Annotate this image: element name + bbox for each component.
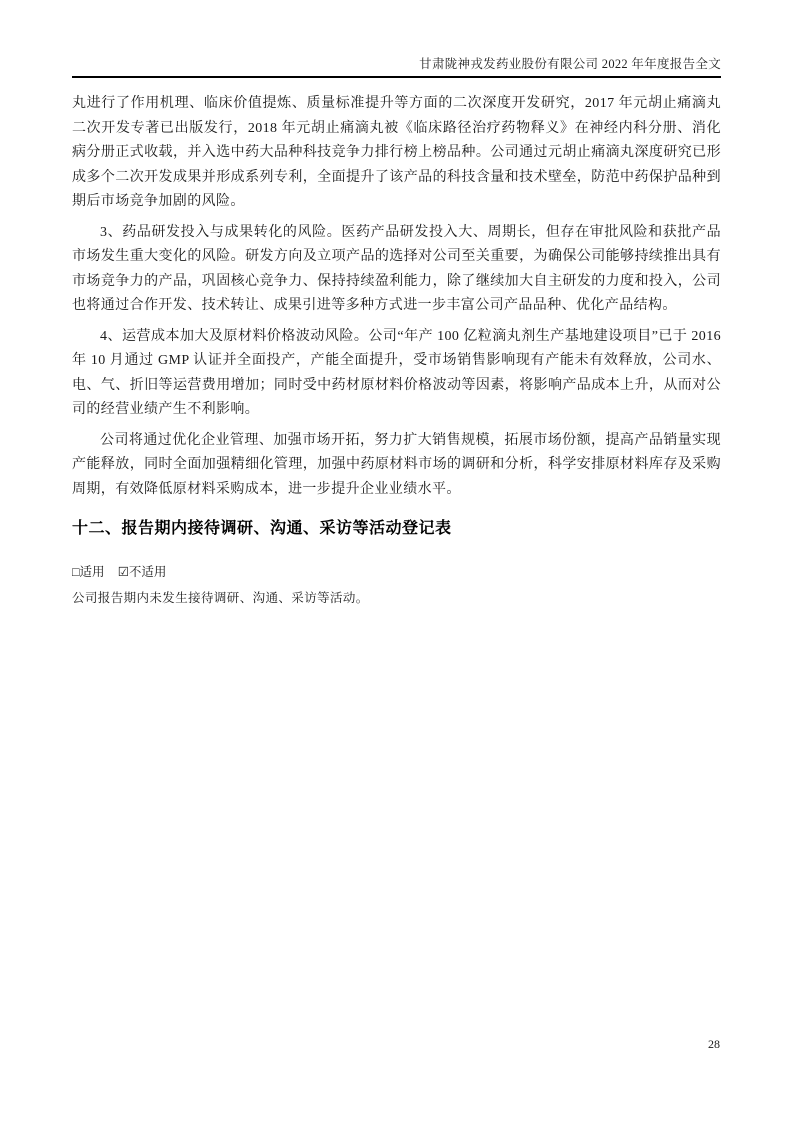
paragraph-risk-3: 3、药品研发投入与成果转化的风险。医药产品研发投入大、周期长，但存在审批风险和获批产品市场发生重大变化的风险。研发方向及立项产品的选择对公司至关重要，为确保公司能够持续推出具有市场竞争力的产品，巩固核心竞争力、保持持续盈利能力，除了继续加大自主研发的力度和投入，公司也将通过合作开发、技术转让、成果引进等多种方式进一步丰富公司产品品种、优化产品结构。 xyxy=(72,224,721,313)
section-heading-12: 十二、报告期内接待调研、沟通、采访等活动登记表 xyxy=(72,520,452,537)
paragraph-continuation: 丸进行了作用机理、临床价值提炼、质量标准提升等方面的二次深度开发研究，2017 年元胡止痛滴丸二次开发专著已出版发行，2018 年元胡止痛滴丸被《临床路径治疗药物释义》在神经内科分册、消化病分册正式收载，并入选中药大品种科技竞争力排行榜上榜品种。公司通过元胡止痛滴丸深度研究已形成多个二次开发成果并形成系列专利，全面提升了该产品的科技含量和技术壁垒，防范中药保护品种到期后市场竞争加剧的风险。 xyxy=(72,96,721,209)
applicability-line xyxy=(72,564,721,580)
section-note: 公司报告期内未发生接待调研、沟通、采访等活动。 xyxy=(72,591,369,605)
page-body xyxy=(72,92,721,606)
checkbox-not-applicable-checked: ☑不适用 xyxy=(117,565,167,579)
paragraph-risk-4: 4、运营成本加大及原材料价格波动风险。公司“年产 100 亿粒滴丸剂生产基地建设项目”已于 2016 年 10 月通过 GMP 认证并全面投产，产能全面提升，受市场销售影响现有产能未有效释放，公司水、电、气、折旧等运营费用增加；同时受中药材原材料价格波动等因素，将影响产品成本上升，从而对公司的经营业绩产生不利影响。 xyxy=(72,328,721,417)
page-header xyxy=(72,56,721,78)
page-number: 28 xyxy=(708,1037,720,1051)
checkbox-applicable-unchecked: □适用 xyxy=(72,565,105,579)
paragraph-countermeasures: 公司将通过优化企业管理、加强市场开拓，努力扩大销售规模，拓展市场份额，提高产品销量实现产能释放，同时全面加强精细化管理，加强中药原材料市场的调研和分析，科学安排原材料库存及采购周期，有效降低原材料采购成本，进一步提升企业业绩水平。 xyxy=(72,432,721,497)
report-header-title: 甘肃陇神戎发药业股份有限公司 2022 年年度报告全文 xyxy=(419,57,721,71)
